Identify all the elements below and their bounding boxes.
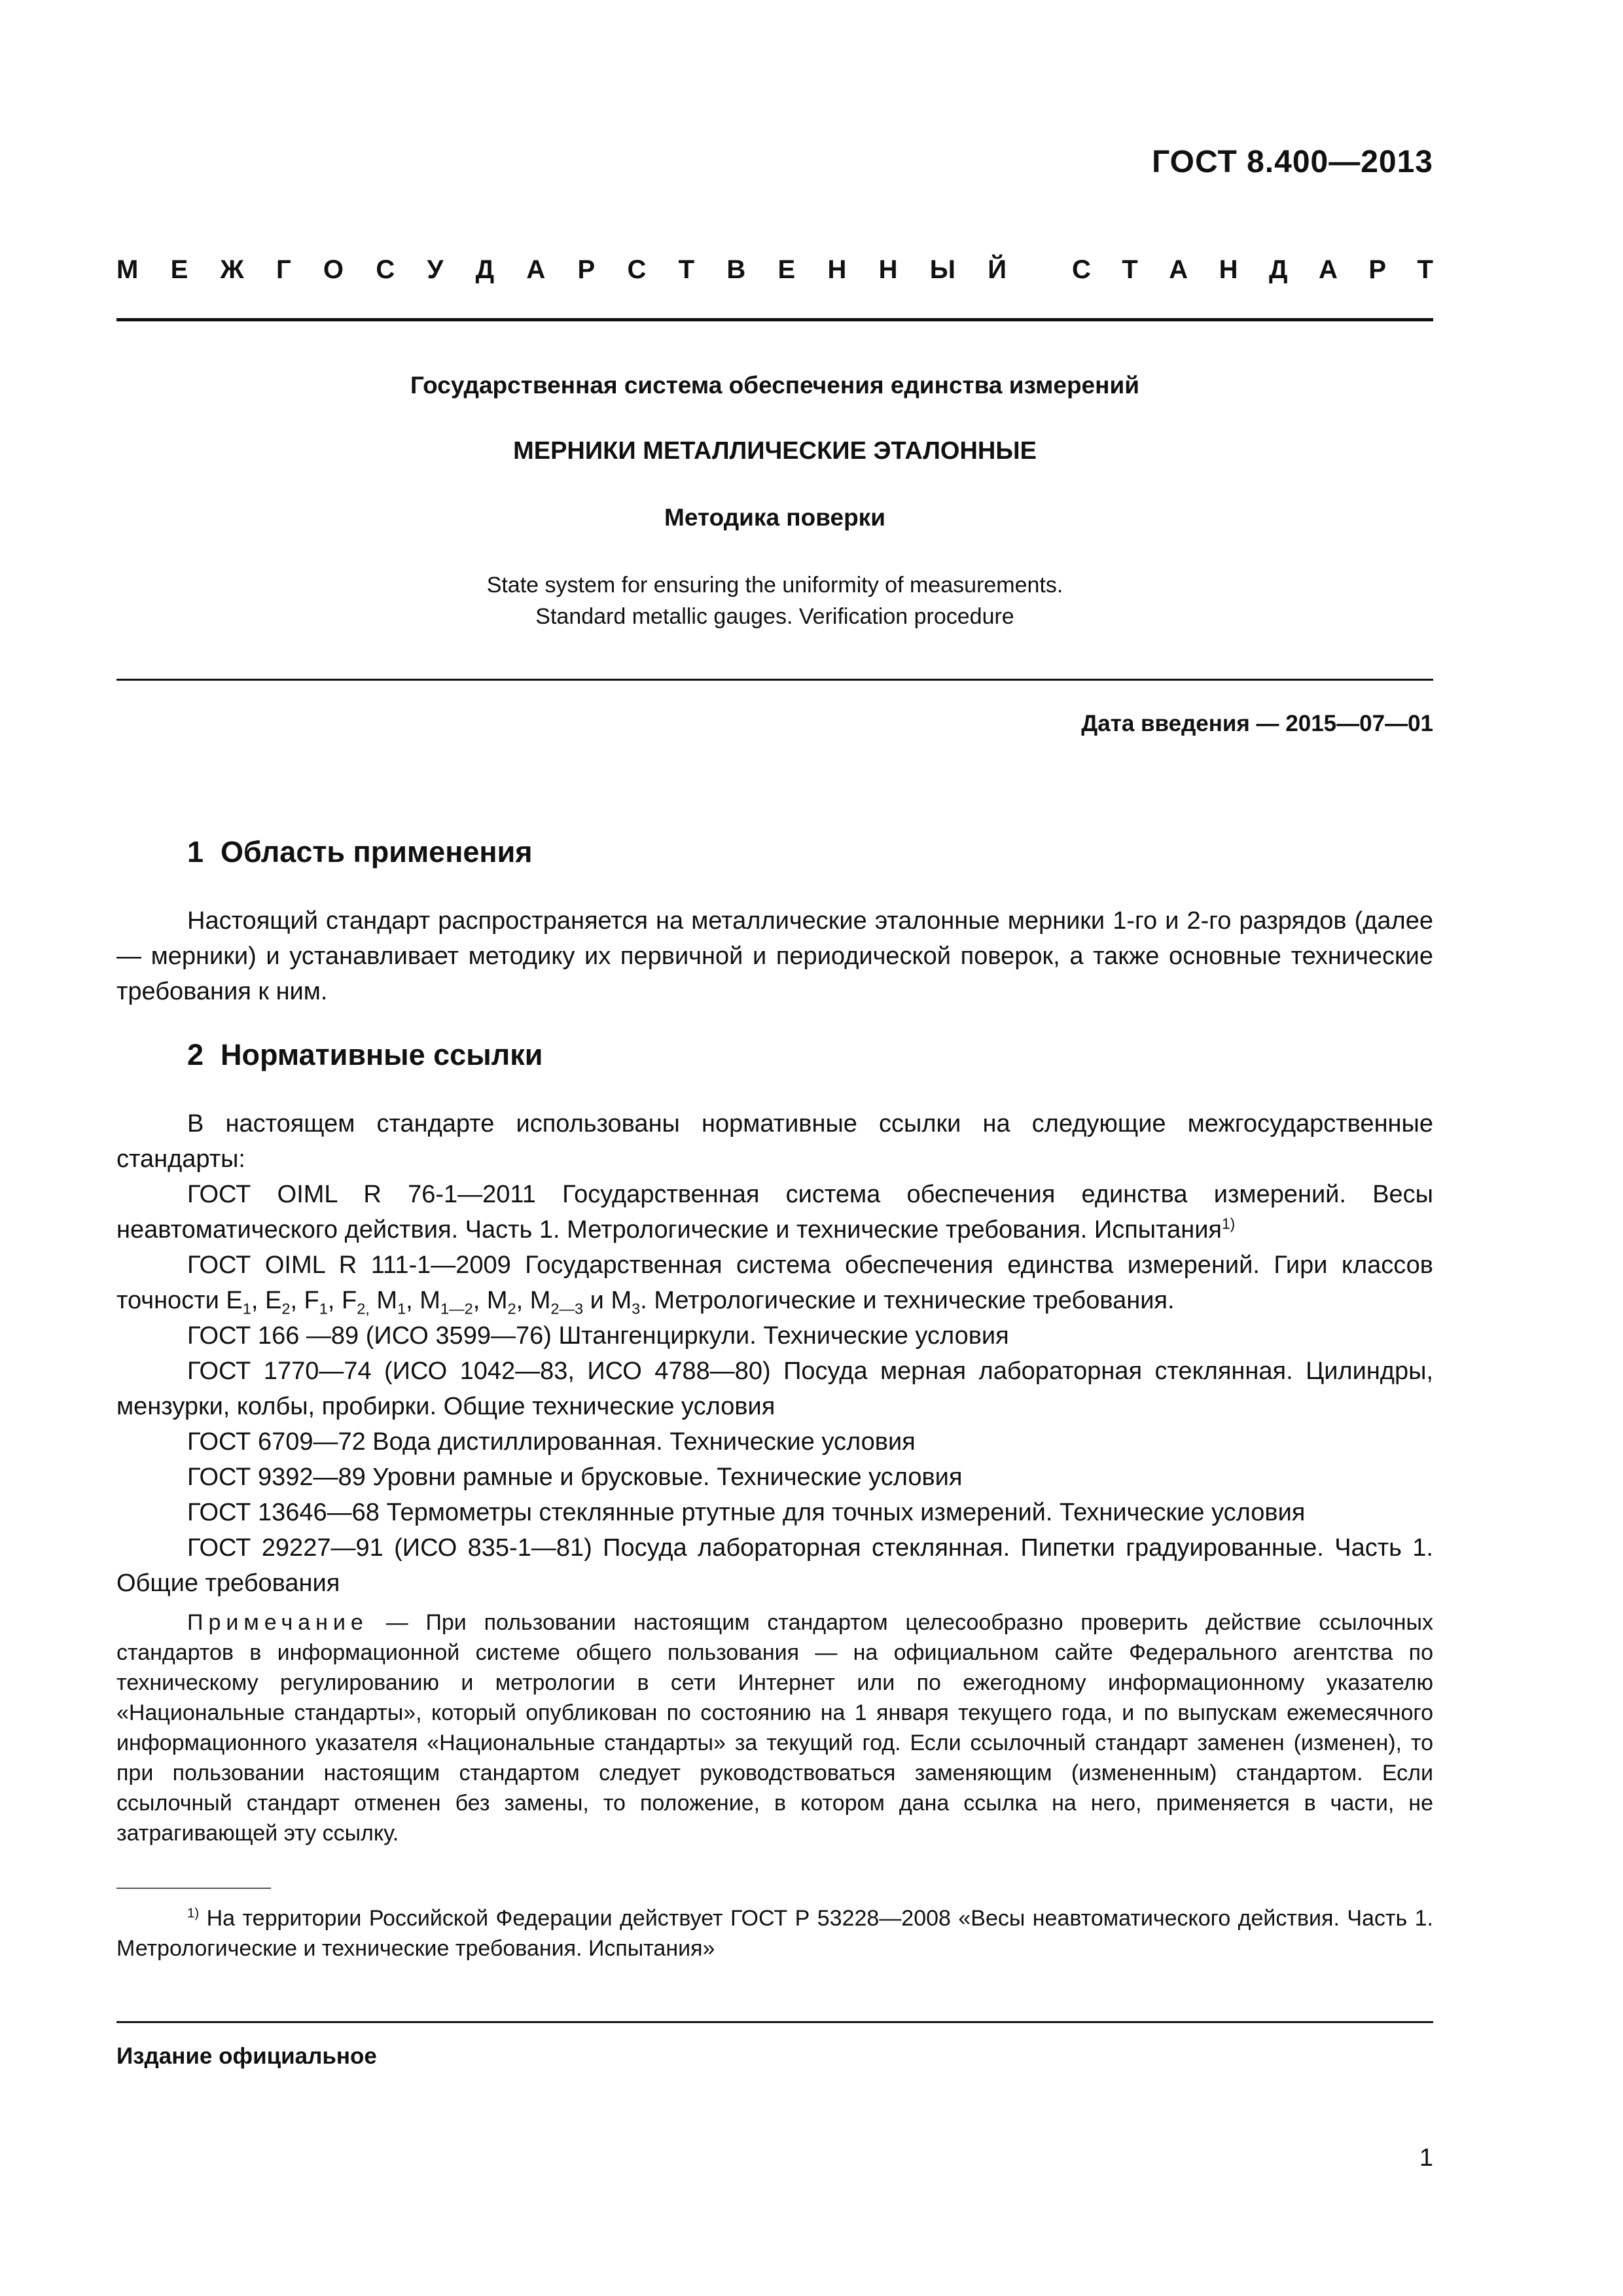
section-1-heading — [187, 835, 533, 869]
section-2-heading — [187, 1038, 543, 1072]
reference-4: ГОСТ 1770—74 (ИСО 1042—83, ИСО 4788—80) Посуда мерная лабораторная стеклянная. Цилиндры, мензурки, колбы, пробирки. Общие технические условия — [116, 1357, 1433, 1420]
heading-letter: Г — [276, 255, 291, 284]
heading-letter: Д — [1268, 255, 1288, 284]
footnote-divider — [116, 1888, 271, 1889]
heading-letter: Т — [1122, 255, 1138, 284]
footnote-mark: 1) — [187, 1906, 200, 1921]
reference-1: ГОСТ OIML R 76-1—2011 Государственная система обеспечения единства измерений. Весы неавтоматического действия. Часть 1. Метрологические и технические требования. Испытания$^{1)}$ — [116, 1181, 1433, 1244]
heading-letter: С — [1072, 255, 1091, 284]
main-title: МЕРНИКИ МЕТАЛЛИЧЕСКИЕ ЭТАЛОННЫЕ — [513, 437, 1037, 465]
heading-letter: Н — [827, 255, 847, 284]
reference-3: ГОСТ 166 —89 (ИСО 3599—76) Штангенциркули. Технические условия — [187, 1322, 1009, 1350]
title-divider — [116, 679, 1433, 681]
edition-label: Издание официальное — [116, 2043, 377, 2069]
section-1-number: 1 — [187, 835, 204, 869]
standard-type-word-1 — [116, 255, 1007, 285]
heading-letter: А — [526, 255, 546, 284]
introduction-date: Дата введения — 2015—07—01 — [1081, 711, 1433, 736]
english-title-line-2: Standard metallic gauges. Verification procedure — [535, 604, 1014, 629]
standard-type-word-2 — [1072, 255, 1433, 285]
document-code: ГОСТ 8.400—2013 — [1152, 145, 1433, 179]
footer-divider — [116, 2021, 1433, 2023]
section-1-title: Область применения — [221, 835, 533, 869]
reference-5: ГОСТ 6709—72 Вода дистиллированная. Технические условия — [187, 1428, 916, 1456]
subtitle: Методика поверки — [664, 504, 885, 531]
heading-letter: С — [627, 255, 647, 284]
reference-6: ГОСТ 9392—89 Уровни рамные и брусковые. Технические условия — [187, 1463, 963, 1491]
heading-letter: Ж — [220, 255, 244, 284]
heading-letter: Т — [678, 255, 695, 284]
reference-2: ГОСТ OIML R 111-1—2009 Государственная система обеспечения единства измерений. Гири классов точности $E_1$, $E_2$, $F_1$, $F_{2,}$ $M_1$, $M_{1—2}$, $M_2$, $M_{2—3}$ и $M_3$. Метрологические и технические требования. — [116, 1251, 1433, 1318]
heading-letter: А — [1169, 255, 1188, 284]
reference-8: ГОСТ 29227—91 (ИСО 835-1—81) Посуда лабораторная стеклянная. Пипетки градуированные. Часть 1. Общие требования — [116, 1534, 1433, 1597]
heading-letter: У — [427, 255, 444, 284]
heading-letter: В — [726, 255, 746, 284]
heading-letter: М — [116, 255, 139, 284]
footnote: $^{1)}$ На территории Российской Федерации действует ГОСТ Р 53228—2008 «Весы неавтоматического действия. Часть 1. Метрологические и технические требования. Испытания» — [116, 1906, 1433, 1961]
section-2-intro: В настоящем стандарте использованы нормативные ссылки на следующие межгосударственные стандарты: — [116, 1110, 1433, 1173]
heading-letter: Ы — [929, 255, 955, 284]
reference-7: ГОСТ 13646—68 Термометры стеклянные ртутные для точных измерений. Технические условия — [187, 1499, 1306, 1526]
heading-letter: Д — [475, 255, 495, 284]
note-label: Примечание — [187, 1610, 368, 1635]
heading-letter: О — [323, 255, 344, 284]
note-paragraph: Примечание — При пользовании настоящим стандартом целесообразно проверить действие ссылочных стандартов в информационной системе общего пользования — на официальном сайте Федерального агентства по техническому регулированию и метрологии в сети Интернет или по ежегодному информационному указателю «Национальные стандарты», который опубликован по состоянию на 1 января текущего года, и по выпускам ежемесячного информационного указателя «Национальные стандарты» за текущий год. Если ссылочный стандарт заменен (изменен), то при пользовании настоящим стандартом следует руководствоваться заменяющим (измененным) стандартом. Если ссылочный стандарт отменен без замены, то положение, в котором дана ссылка на него, применяется в части, не затрагивающей эту ссылку. — [116, 1610, 1433, 1846]
heading-letter: Й — [988, 255, 1007, 284]
section-2-number: 2 — [187, 1038, 204, 1071]
footnote-marker: 1) — [1222, 1215, 1236, 1232]
header-divider — [116, 318, 1433, 321]
heading-letter: С — [376, 255, 395, 284]
heading-letter: Т — [1417, 255, 1433, 284]
heading-letter: Н — [1219, 255, 1238, 284]
standard-type-heading — [116, 255, 1433, 285]
document-page — [116, 0, 1433, 2296]
system-title: Государственная система обеспечения единства измерений — [410, 372, 1139, 399]
english-title — [116, 569, 1433, 632]
page-number: 1 — [1419, 2144, 1433, 2172]
english-title-line-1: State system for ensuring the uniformity of measurements. — [486, 573, 1063, 598]
section-1-paragraph: Настоящий стандарт распространяется на металлические эталонные мерники 1-го и 2-го разрядов (далее — мерники) и устанавливает методику их первичной и периодической поверок, а также основные технические требования к ним. — [116, 907, 1433, 1005]
heading-letter: А — [1318, 255, 1338, 284]
heading-letter: Е — [777, 255, 796, 284]
heading-letter: Р — [577, 255, 596, 284]
heading-letter: Е — [170, 255, 188, 284]
section-2-title: Нормативные ссылки — [221, 1038, 543, 1071]
heading-letter: Н — [878, 255, 898, 284]
heading-letter: Р — [1368, 255, 1386, 284]
